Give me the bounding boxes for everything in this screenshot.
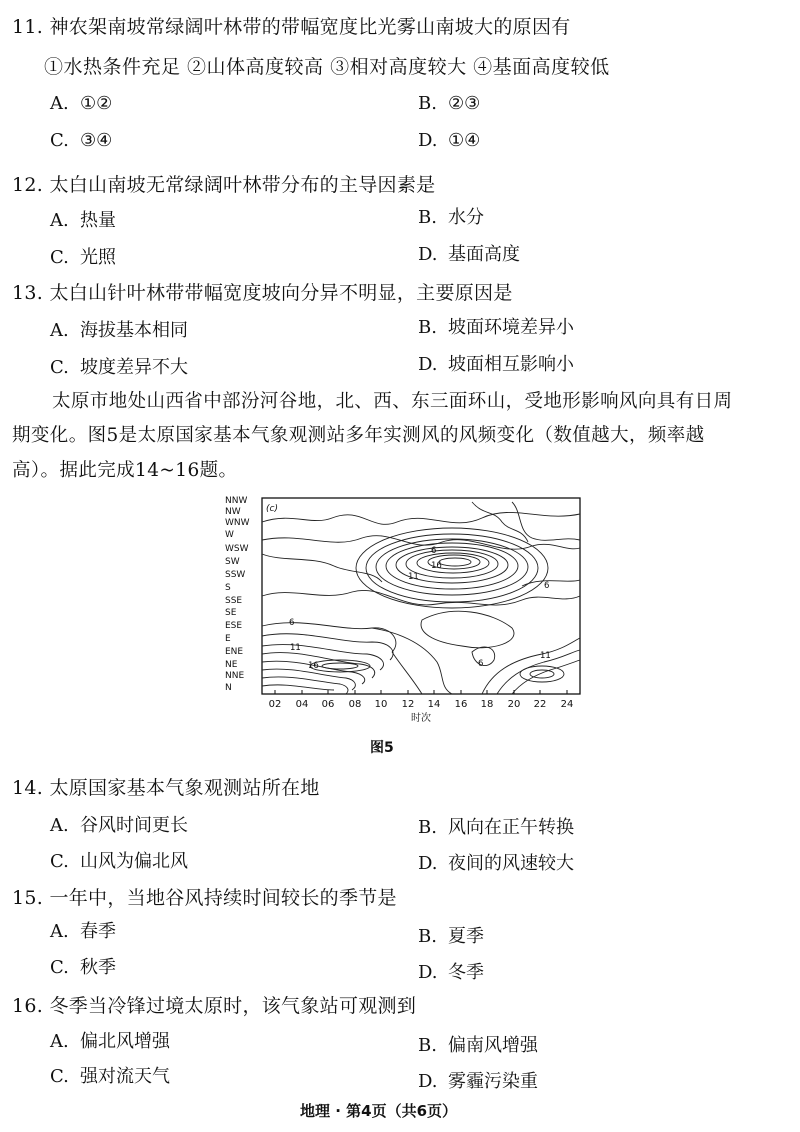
question-13-title: 13. 太白山针叶林带带幅宽度坡向分异不明显，主要原因是 [12,282,513,304]
option-text: 冬季 [448,962,484,983]
x-tick-label: 24 [560,699,574,710]
question-14-title: 14. 太原国家基本气象观测站所在地 [12,777,320,799]
question-16-option-d[interactable] [418,1067,538,1093]
question-14-option-b[interactable] [418,813,574,839]
question-15-title: 15. 一年中，当地谷风持续时间较长的季节是 [12,887,397,909]
panel-label: (c) [266,504,278,514]
y-tick-e: E [225,634,231,644]
option-key: D. [418,962,438,983]
question-15-option-d[interactable] [418,958,484,984]
option-text: 山风为偏北风 [80,851,188,872]
option-text: 坡面环境差异小 [448,317,574,338]
x-tick-label: 06 [321,699,335,710]
question-13-option-d[interactable] [418,350,574,376]
y-tick-nw: NW [225,507,241,517]
option-text: 基面高度 [448,244,520,265]
question-11-option-d[interactable] [418,130,480,151]
contour-label: 6 [289,618,295,628]
x-axis-labels [269,699,574,710]
option-key: D. [418,1071,438,1092]
option-key: C. [50,130,69,151]
passage-line-1: 太原市地处山西省中部汾河谷地，北、西、东三面环山，受地形影响风向具有日周 [52,391,733,412]
x-tick-label: 18 [480,699,494,710]
option-key: B. [418,317,437,338]
option-text: 夏季 [448,926,484,947]
question-11-option-a[interactable] [50,93,112,114]
passage-line-2: 期变化。图5是太原国家基本气象观测站多年实测风的风频变化（数值越大，频率越 [12,425,705,446]
y-tick-nne: NNE [225,671,245,681]
option-key: A. [50,210,69,231]
option-key: A. [50,815,69,836]
contour-label: 6 [431,546,437,556]
x-tick-label: 12 [401,699,415,710]
option-key: D. [418,130,438,151]
x-tick-label: 20 [507,699,521,710]
question-14-option-a[interactable] [50,811,188,837]
x-tick-label: 10 [374,699,388,710]
y-tick-sse: SSE [225,596,243,606]
question-12-option-d[interactable] [418,240,520,266]
option-text: 秋季 [80,957,116,978]
x-tick-label: 04 [295,699,309,710]
option-text: 海拔基本相同 [80,320,188,341]
option-key: C. [50,957,69,978]
question-13-option-c[interactable] [50,353,188,379]
y-tick-se: SE [225,608,237,618]
option-key: B. [418,207,437,228]
y-tick-ene: ENE [225,647,244,657]
y-tick-w: W [225,530,234,540]
option-text: 风向在正午转换 [448,817,574,838]
x-tick-label: 14 [427,699,441,710]
question-13-option-b[interactable] [418,313,574,339]
option-text: ①④ [448,130,481,151]
option-key: D. [418,853,438,874]
y-tick-wsw: WSW [225,544,249,554]
option-key: A. [50,320,69,341]
option-text: 谷风时间更长 [80,815,188,836]
contour-label: 16 [431,561,442,571]
question-15-option-b[interactable] [418,922,484,948]
y-tick-ne: NE [225,660,238,670]
contour-label: 11 [408,572,419,582]
y-tick-ssw: SSW [225,570,246,580]
option-key: A. [50,921,69,942]
question-16-title: 16. 冬季当冷锋过境太原时，该气象站可观测到 [12,995,417,1017]
question-11-option-c[interactable] [50,130,112,151]
x-tick-label: 16 [454,699,468,710]
figure-5-wind-frequency [222,492,594,724]
option-key: C. [50,247,69,268]
option-key: B. [418,93,437,114]
figure-5-svg [222,492,594,724]
question-11-statements: ①水热条件充足 ②山体高度较高 ③相对高度较大 ④基面高度较低 [44,56,610,78]
option-key: B. [418,926,437,947]
option-key: A. [50,1031,69,1052]
option-key: B. [418,817,437,838]
option-key: C. [50,851,69,872]
question-12-option-c[interactable] [50,243,116,269]
y-tick-s: S [225,583,231,593]
x-axis-title: 时次 [411,713,431,724]
y-tick-wnw: WNW [225,518,250,528]
question-15-option-a[interactable] [50,917,116,943]
option-key: A. [50,93,69,114]
option-key: B. [418,1035,437,1056]
option-key: D. [418,244,438,265]
question-14-option-d[interactable] [418,849,574,875]
figure-caption: 图5 [370,740,394,756]
contour-label: 11 [540,651,551,661]
option-text: 水分 [448,207,484,228]
page-footer: 地理 · 第4页（共6页） [300,1102,458,1120]
y-tick-n: N [225,683,232,693]
option-text: ②③ [448,93,481,114]
question-11-option-b[interactable] [418,93,480,114]
option-text: 光照 [80,247,116,268]
option-text: 夜间的风速较大 [448,853,574,874]
contour-label: 6 [478,659,484,669]
option-key: C. [50,1066,69,1087]
question-12-option-a[interactable] [50,206,116,232]
option-text: 坡面相互影响小 [448,354,574,375]
question-14-option-c[interactable] [50,847,188,873]
question-16-option-a[interactable] [50,1027,170,1053]
option-text: 雾霾污染重 [448,1071,538,1092]
option-text: ③④ [80,130,113,151]
y-tick-nnw: NNW [225,496,248,506]
y-tick-ese: ESE [225,621,243,631]
y-axis-labels [225,496,250,693]
x-tick-label: 22 [533,699,547,710]
option-text: ①② [80,93,113,114]
question-11-title: 11. 神农架南坡常绿阔叶林带的带幅宽度比光雾山南坡大的原因有 [12,16,571,38]
contour-label: 11 [290,643,301,653]
y-tick-sw: SW [225,557,240,567]
option-text: 强对流天气 [80,1066,170,1087]
question-16-option-c[interactable] [50,1062,170,1088]
question-13-option-a[interactable] [50,316,188,342]
x-tick-label: 02 [268,699,282,710]
option-text: 偏南风增强 [448,1035,538,1056]
option-key: C. [50,357,69,378]
question-12-title: 12. 太白山南坡无常绿阔叶林带分布的主导因素是 [12,174,436,196]
option-text: 春季 [80,921,116,942]
contour-label: 16 [308,661,319,671]
question-15-option-c[interactable] [50,953,116,979]
option-text: 热量 [80,210,116,231]
question-12-option-b[interactable] [418,203,484,229]
passage-line-3: 高）。据此完成14~16题。 [12,460,238,481]
option-text: 偏北风增强 [80,1031,170,1052]
contour-label: 6 [544,581,550,591]
option-key: D. [418,354,438,375]
question-16-option-b[interactable] [418,1031,538,1057]
x-tick-label: 08 [348,699,362,710]
option-text: 坡度差异不大 [80,357,188,378]
